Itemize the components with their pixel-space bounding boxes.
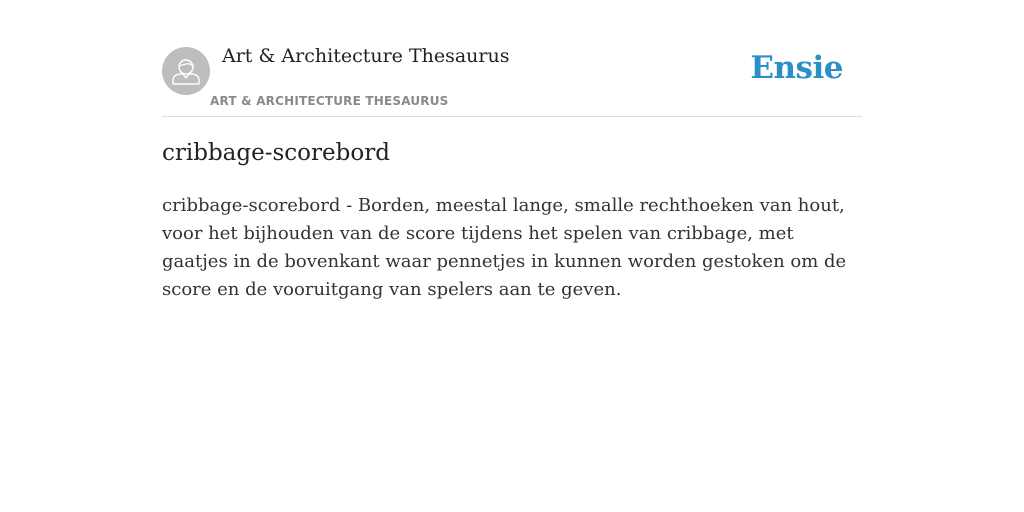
brand-logo-link[interactable]: Ensie xyxy=(750,50,843,86)
entry-definition: cribbage-scorebord - Borden, meestal lange, smalle rechthoeken van hout, voor het bijhouden van de score tijdens het spelen van cribbage, met gaatjes in de bovenkant waar pennetjes in kunnen worden gestoken om de score en de vooruitgang van spelers aan te geven. xyxy=(162,195,847,300)
source-subtitle: ART & ARCHITECTURE THESAURUS xyxy=(210,94,449,108)
avatar[interactable] xyxy=(162,47,210,95)
source-title-link[interactable]: Art & Architecture Thesaurus xyxy=(222,45,510,67)
content-container xyxy=(162,0,862,300)
entry-header xyxy=(162,0,862,117)
user-icon xyxy=(162,47,210,95)
entry-term: cribbage-scorebord xyxy=(162,140,390,166)
